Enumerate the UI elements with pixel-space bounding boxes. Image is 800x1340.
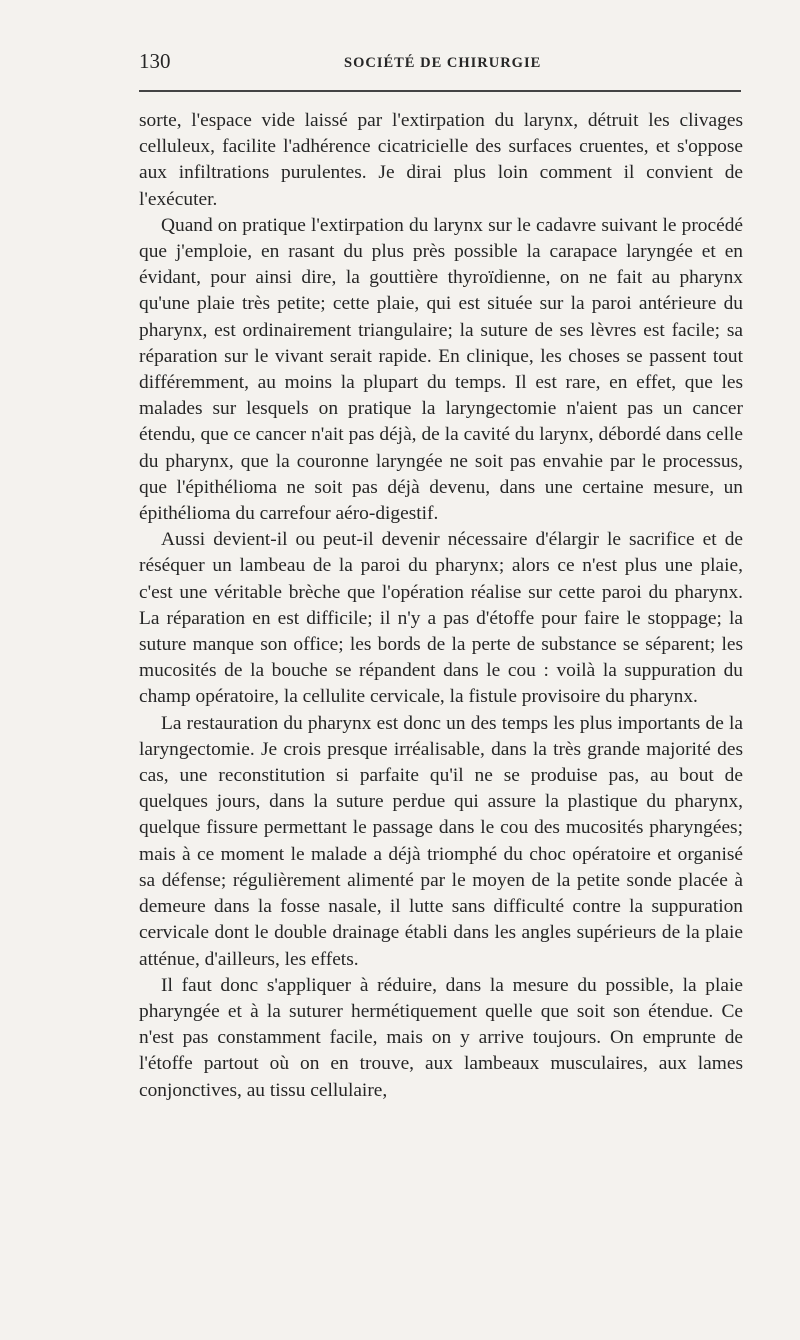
- running-header: [139, 46, 741, 76]
- paragraph-2: Quand on pratique l'extirpation du larynx sur le cadavre suivant le procédé que j'emploie, en rasant du plus près possible la carapace laryngée et en évidant, pour ainsi dire, la gouttière thyroïdienne, on ne fait au pharynx qu'une plaie très petite; cette plaie, qui est située sur la paroi antérieure du pharynx, est ordinairement triangulaire; la suture de ses lèvres est facile; sa réparation sur le vivant serait rapide. En clinique, les choses se passent tout différemment, au moins la plupart du temps. Il est rare, en effet, que les malades sur lesquels on pratique la laryngectomie n'aient pas un cancer étendu, que ce cancer n'ait pas déjà, de la cavité du larynx, débordé dans celle du pharynx, que la couronne laryngée ne soit pas envahie par le processus, que l'épithélioma ne soit pas déjà devenu, dans une certaine mesure, un épithélioma du carrefour aéro-digestif.: [139, 214, 743, 525]
- page-number: 130: [139, 49, 171, 73]
- body-text: [139, 108, 743, 1104]
- header-rule: [139, 90, 741, 92]
- paragraph-3: Aussi devient-il ou peut-il devenir nécessaire d'élargir le sacrifice et de réséquer un lambeau de la paroi du pharynx; alors ce n'est plus une plaie, c'est une véritable brèche que l'opération réalise sur cette paroi du pharynx. La réparation en est difficile; il n'y a pas d'étoffe pour faire le stoppage; la suture manque son office; les bords de la perte de substance se séparent; les mucosités de la bouche se répandent dans le cou : voilà la suppuration du champ opératoire, la cellulite cervicale, la fistule provisoire du pharynx.: [139, 529, 743, 708]
- paragraph-4: La restauration du pharynx est donc un des temps les plus importants de la laryngectomie. Je crois presque irréalisable, dans la très grande majorité des cas, une reconstitution si parfaite qu'il ne se produise pas, au bout de quelques jours, dans la suture perdue qui assure la plastique du pharynx, quelque fissure permettant le passage dans le cou des mucosités pharyngées; mais à ce moment le malade a déjà triomphé du choc opératoire et organisé sa défense; régulièrement alimenté par le moyen de la petite sonde placée à demeure dans la fosse nasale, il lutte sans difficulté contre la suppuration cervicale dont le double drainage établi dans les angles supérieurs de la plaie atténue, d'ailleurs, les effets.: [139, 712, 743, 970]
- paragraph-1: sorte, l'espace vide laissé par l'extirpation du larynx, détruit les clivages celluleux, facilite l'adhérence cicatricielle des surfaces cruentes, et s'oppose aux infiltrations purulentes. Je dirai plus loin comment il convient de l'exécuter.: [139, 110, 743, 210]
- paragraph-5: Il faut donc s'appliquer à réduire, dans la mesure du possible, la plaie pharyngée et à la suturer hermétiquement quelle que soit son étendue. Ce n'est pas constamment facile, mais on y arrive toujours. On emprunte de l'étoffe partout où on en trouve, aux lambeaux musculaires, aux lames conjonctives, au tissu cellulaire,: [139, 974, 743, 1101]
- running-title: SOCIÉTÉ DE CHIRURGIE: [344, 55, 542, 71]
